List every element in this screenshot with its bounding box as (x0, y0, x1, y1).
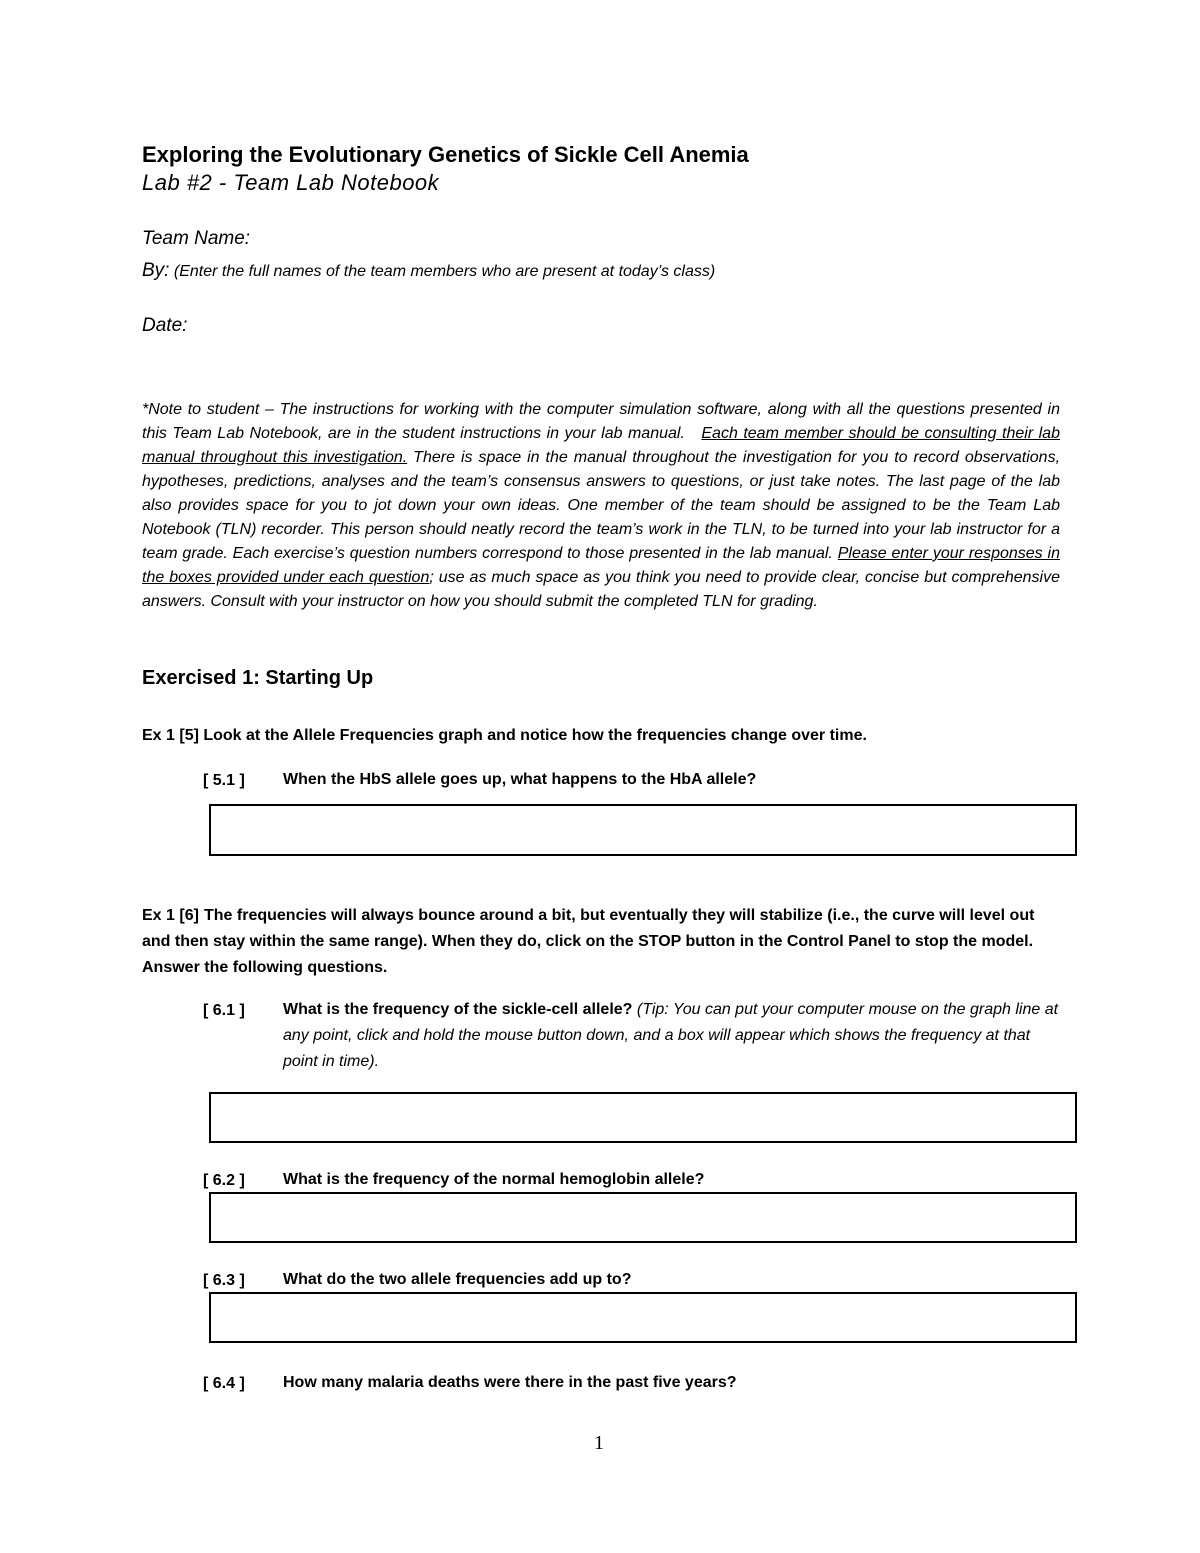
document-title: Exploring the Evolutionary Genetics of Sickle Cell Anemia (142, 142, 749, 167)
answer-box-6-1[interactable] (209, 1092, 1077, 1143)
note-underline-1: Each team member should be consulting their lab manual throughout this investigation. (142, 425, 1060, 466)
question-6-1-number: [ 6.1 ] (203, 1002, 245, 1019)
question-6-3-text: What do the two allele frequencies add up to? (283, 1271, 632, 1288)
note-part-2: There is space in the manual throughout the investigation for you to record observations, hypotheses, predictions, analyses and the team’s consensus answers to questions, or just take notes. The last page of the lab also provides space for you to jot down your own ideas. One member of the team should be assigned to be the Team Lab Notebook (TLN) recorder. This person should neatly record the team’s work in the TLN, to be turned into your lab instructor for a team grade. Each exercise’s question numbers correspond to those presented in the lab manual. (142, 449, 1061, 562)
note-part-1: *Note to student – The instructions for working with the computer simulation software, along with all the questions presented in this Team Lab Notebook, are in the student instructions in your lab manual. (142, 401, 1060, 442)
document-subtitle: Lab #2 - Team Lab Notebook (142, 170, 440, 195)
by-line (142, 260, 715, 282)
question-6-4-number: [ 6.4 ] (203, 1375, 245, 1392)
page-number: 1 (594, 1432, 604, 1454)
exercise-5-prompt: Ex 1 [5] Look at the Allele Frequencies graph and notice how the frequencies change over time. (142, 727, 867, 744)
answer-box-6-2[interactable] (209, 1192, 1077, 1243)
answer-box-6-3[interactable] (209, 1292, 1077, 1343)
date-label: Date: (142, 315, 188, 336)
exercise-6-text: The frequencies will always bounce around a bit, but eventually they will stabilize (i.e., the curve will level out and then stay within the same range). When they do, click on the STOP button in the Control Panel to stop the model. Answer the following questions. (142, 907, 1035, 976)
question-6-3-number: [ 6.3 ] (203, 1272, 245, 1289)
by-label: By: (142, 260, 170, 281)
exercise-6-prompt (142, 903, 1062, 981)
section-heading: Exercised 1: Starting Up (142, 667, 374, 689)
question-6-1-text (283, 997, 1063, 1075)
question-5-1-text: When the HbS allele goes up, what happens to the HbA allele? (283, 771, 757, 788)
question-6-1-question: What is the frequency of the sickle-cell allele? (283, 1001, 633, 1018)
note-part-3: ; use as much space as you think you need to provide clear, concise but comprehensive answers. Consult with your instructor on how you should submit the completed TLN for grading. (142, 569, 1060, 610)
question-6-1-tip: (Tip: You can put your computer mouse on the graph line at any point, click and hold the mouse button down, and a box will appear which shows the frequency at that point in time). (283, 1001, 1059, 1070)
question-5-1-number: [ 5.1 ] (203, 772, 245, 789)
question-6-2-text: What is the frequency of the normal hemoglobin allele? (283, 1171, 705, 1188)
note-underline-2: Please enter your responses in the boxes provided under each question (142, 545, 1060, 586)
question-6-4-text: How many malaria deaths were there in the past five years? (283, 1374, 737, 1391)
answer-box-5-1[interactable] (209, 804, 1077, 856)
note-to-student (142, 398, 1060, 614)
question-6-2-number: [ 6.2 ] (203, 1172, 245, 1189)
team-name-label: Team Name: (142, 228, 251, 249)
exercise-6-label: Ex 1 [6] (142, 907, 199, 924)
by-hint: (Enter the full names of the team members who are present at today’s class) (173, 263, 716, 280)
